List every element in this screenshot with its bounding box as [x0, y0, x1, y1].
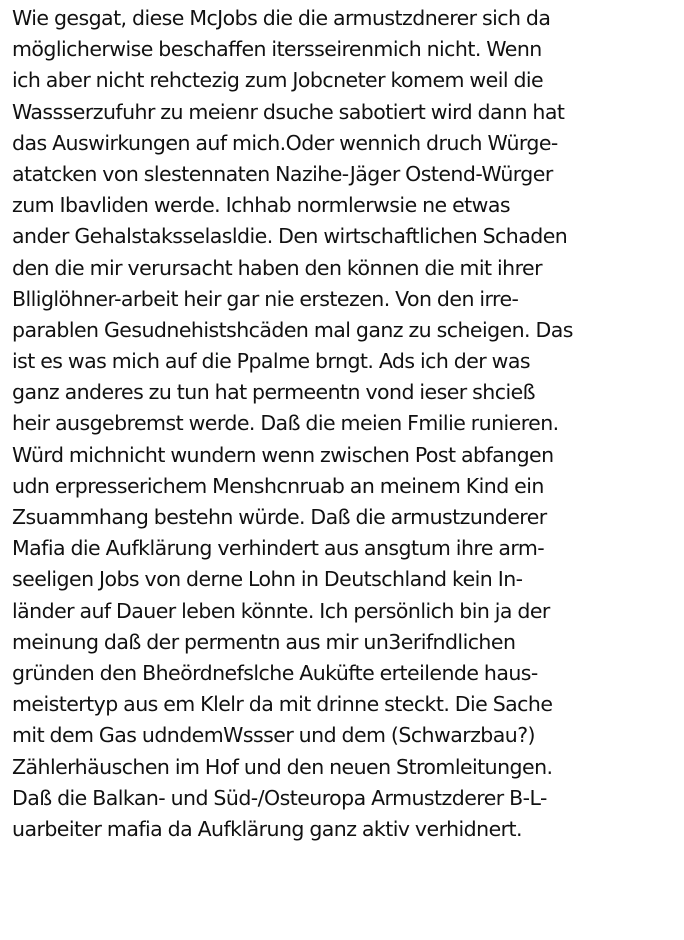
text-line-3: ich aber nicht rehctezig zum Jobcneter komem weil die: [12, 68, 544, 93]
text-line-18: Mafia die Aufklärung verhindert aus ansgtum ihre arm-: [12, 536, 545, 561]
text-line-14: heir ausgebremst werde. Daß die meien Fmilie runieren.: [12, 411, 559, 436]
text-line-9: den die mir verursacht haben den können die mit ihrer: [12, 255, 542, 280]
text-line-10: Blliglöhner-arbeit heir gar nie erstezen. Von den irre-: [12, 286, 519, 311]
text-line-7: zum Ibavliden werde. Ichhab normlerwsie ne etwas: [12, 193, 510, 218]
text-line-17: Zsuammhang bestehn würde. Daß die armustzunderer: [12, 505, 547, 529]
text-line-25: Zählerhäuschen im Hof und den neuen Stromleitungen.: [12, 754, 553, 779]
text-line-8: ander Gehalstaksselasldie. Den wirtschaftlichen Schaden: [12, 224, 568, 249]
text-line-26: Daß die Balkan- und Süd-/Osteuropa Armustzderer B-L-: [12, 785, 547, 810]
text-line-20: länder auf Dauer leben könnte. Ich persönlich bin ja der: [12, 598, 550, 623]
text-line-6: atatcken von slestennaten Nazihe-Jäger Ostend-Würger: [12, 161, 553, 186]
text-line-12: ist es was mich auf die Ppalme brngt. Ads ich der was: [12, 349, 530, 374]
text-line-13: ganz anderes zu tun hat permeentn vond ieser shcieß: [12, 380, 536, 405]
text-line-15: Würd michnicht wundern wenn zwischen Post abfangen: [12, 442, 554, 467]
text-line-27: uarbeiter mafia da Aufklärung ganz aktiv verhidnert.: [12, 816, 522, 841]
text-line-19: seeligen Jobs von derne Lohn in Deutschland kein In-: [12, 567, 523, 592]
text-line-22: gründen den Bheördnefslche Auküfte erteilende haus-: [12, 660, 538, 685]
body-text: [12, 3, 684, 845]
text-line-23: meistertyp aus em Klelr da mit drinne steckt. Die Sache: [12, 692, 553, 717]
text-line-21: meinung daß der permentn aus mir un3erifndlichen: [12, 629, 516, 654]
text-line-16: udn erpresserichem Menshcnruab an meinem Kind ein: [12, 473, 544, 498]
text-line-24: mit dem Gas udndemWssser und dem (Schwarzbau?): [12, 723, 535, 748]
text-line-11: parablen Gesudnehistshcäden mal ganz zu scheigen. Das: [12, 317, 573, 342]
text-line-1: Wie gesgat, diese McJobs die die armustzdnerer sich da: [12, 6, 551, 30]
text-line-5: das Auswirkungen auf mich.Oder wennich druch Würge-: [12, 130, 558, 155]
text-line-4: Wassserzufuhr zu meienr dsuche sabotiert wird dann hat: [12, 99, 565, 124]
text-line-2: möglicherwise beschaffen itersseirenmich nicht. Wenn: [12, 37, 542, 62]
